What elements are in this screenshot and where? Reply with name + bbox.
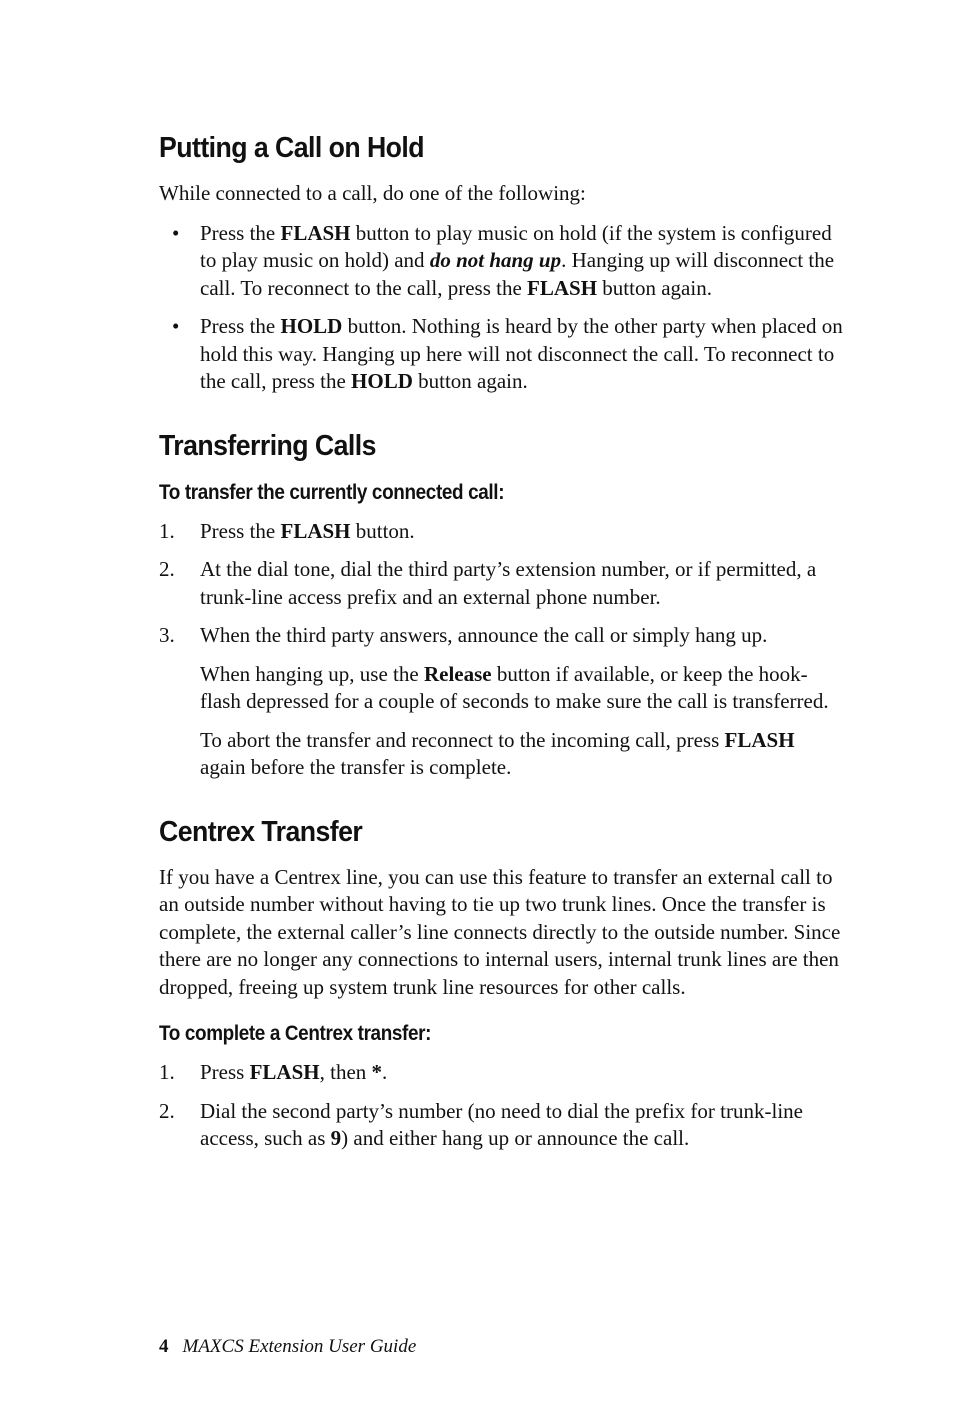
text: Press the <box>200 220 281 245</box>
text: ) and either hang up or announce the call. <box>341 1126 690 1150</box>
text: . <box>382 1060 388 1084</box>
key-name: FLASH <box>249 1060 320 1084</box>
key-name: 9 <box>330 1126 342 1150</box>
step-number: 2. <box>159 1098 175 1123</box>
key-name: HOLD <box>351 369 413 393</box>
key-name: * <box>371 1060 383 1084</box>
key-name: FLASH <box>724 727 795 752</box>
page-footer <box>159 1334 416 1360</box>
emphasis: do not hang up <box>429 248 562 272</box>
list-item <box>159 518 843 546</box>
key-name: Release <box>423 661 492 686</box>
step-number: 1. <box>159 518 175 543</box>
transfer-note-release <box>159 661 843 716</box>
text: button. <box>350 518 415 543</box>
key-name: FLASH <box>280 518 351 543</box>
page-number: 4 <box>159 1336 169 1357</box>
text: again before the transfer is complete. <box>200 755 512 779</box>
hold-intro: While connected to a call, do one of the following: <box>159 181 586 205</box>
hold-options-list <box>159 220 843 396</box>
key-name: HOLD <box>280 314 343 338</box>
text: Press <box>200 1060 250 1084</box>
text: Press the <box>200 518 281 543</box>
transfer-note-abort <box>159 727 843 782</box>
text: When hanging up, use the <box>200 661 424 686</box>
section-heading-centrex: Centrex Transfer <box>159 815 363 848</box>
bullet-marker: • <box>172 314 180 338</box>
section-heading-transfer: Transferring Calls <box>159 429 376 462</box>
text: button to play music on hold (if the system is configured to play music on hold) and <box>200 220 832 272</box>
transfer-steps-list <box>159 518 843 650</box>
text: When the third party answers, announce the call or simply hang up. <box>200 623 768 647</box>
text: , then <box>319 1060 372 1084</box>
list-item <box>159 1059 843 1087</box>
list-item <box>159 313 843 396</box>
step-number: 2. <box>159 557 175 581</box>
bullet-marker: • <box>172 220 180 245</box>
centrex-steps-list <box>159 1059 843 1153</box>
text: To abort the transfer and reconnect to the incoming call, press <box>200 727 725 752</box>
step-number: 3. <box>159 623 175 647</box>
subheading-centrex: To complete a Centrex transfer: <box>159 1022 432 1045</box>
document-title: MAXCS Extension User Guide <box>182 1336 417 1357</box>
subheading-transfer: To transfer the currently connected call: <box>159 480 505 504</box>
key-name: FLASH <box>527 275 598 300</box>
centrex-body: If you have a Centrex line, you can use this feature to transfer an external call to an outside number without having to tie up two trunk lines. Once the transfer is complete, the external caller’s line connects directly to the outside number. Since there are no longer any connections to internal users, internal trunk lines are then dropped, freeing up system trunk line resources for other calls. <box>159 864 841 999</box>
list-item <box>159 556 843 611</box>
text: button. Nothing is heard by the other party when placed on hold this way. Hanging up here will not disconnect the call. To reconnect to the call, press the <box>200 314 843 393</box>
text: Press the <box>200 314 281 338</box>
list-item <box>159 1098 843 1153</box>
text: Dial the second party’s number (no need to dial the prefix for trunk-line access, such as <box>200 1098 803 1150</box>
list-item <box>159 220 843 303</box>
text: . Hanging up will disconnect the call. To reconnect to the call, press the <box>200 248 835 300</box>
text: button again. <box>597 275 712 300</box>
text: button again. <box>412 369 528 393</box>
text: button if available, or keep the hook-flash depressed for a couple of seconds to make sure the call is transferred. <box>200 661 829 713</box>
list-item <box>159 622 843 650</box>
step-number: 1. <box>159 1060 175 1084</box>
text: At the dial tone, dial the third party’s extension number, or if permitted, a trunk-line access prefix and an external phone number. <box>200 557 817 609</box>
section-heading-hold: Putting a Call on Hold <box>159 132 425 164</box>
document-page <box>159 128 843 1164</box>
key-name: FLASH <box>280 220 351 245</box>
